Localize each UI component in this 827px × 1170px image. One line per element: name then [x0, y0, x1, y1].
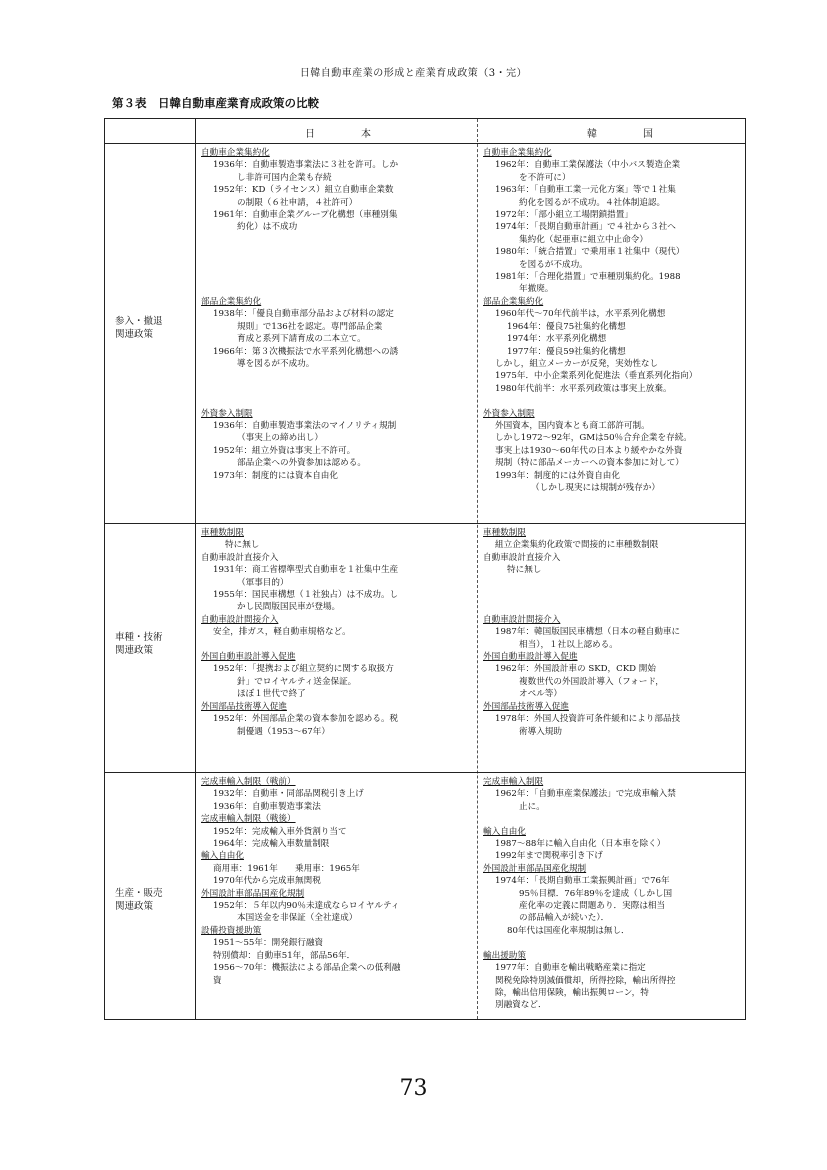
cell-line: 1980年代前半：水平系列政策は事実上放棄。	[495, 383, 672, 394]
column-header-japan: 日 本	[305, 129, 389, 140]
cell-line: しかし1972〜92年，GMは50％合弁企業を存続。	[495, 433, 692, 444]
section-heading: 外資参入制限	[483, 408, 535, 419]
row-divider-1	[105, 523, 745, 524]
cell-line	[201, 370, 473, 382]
cell-line: 約化を図るが不成功。４社体制追認。	[519, 197, 666, 208]
cell-line: 止に。	[519, 801, 545, 812]
section-heading: 完成車輸入制限（戦前）	[201, 777, 296, 787]
cell-line: 1952年：外国部品企業の資本参加を認める。税	[213, 714, 399, 725]
cell-line: 年撤廃。	[519, 284, 554, 295]
cell-line: 1992年まで関税率引き下げ	[495, 851, 603, 862]
section-heading: 車種数制限	[201, 528, 244, 538]
cell-line: 規則」で136社を認定。専門部品企業	[237, 321, 383, 332]
cell-line: 制優遇（1953〜67年）	[237, 726, 330, 737]
cell-line: 1978年：外国人投資許可条件緩和により部品技	[495, 714, 681, 725]
cell-line: 本国送金を非保証（全社達成）	[237, 913, 358, 924]
cell-production-korea	[483, 776, 745, 1012]
cell-technology-japan	[201, 527, 473, 738]
cell-line: 1962年：自動車工業保護法（中小バス製造企業	[495, 160, 681, 171]
cell-line: 1987〜88年に輸入自由化（日本車を除く）	[495, 839, 666, 850]
section-heading: 部品企業集約化	[201, 296, 262, 307]
cell-line: 1938年：「優良自動車部分品および材料の認定	[213, 309, 394, 320]
cell-line: 1963年：「自動車工業一元化方案」等で１社集	[495, 185, 676, 196]
cell-line	[483, 601, 745, 613]
cell-line	[201, 234, 473, 246]
cell-line	[201, 395, 473, 407]
cell-line: 1970年代から完成車無関税	[213, 876, 321, 887]
cell-line: 1964年：完成輸入車数量制限	[213, 839, 330, 850]
country-column-divider	[477, 119, 478, 1019]
cell-line: 1961年：自動車企業グループ化構想（車種別集	[213, 210, 398, 221]
cell-line: 1964年：優良75社集約化構想	[507, 321, 626, 332]
section-heading: 車種数制限	[483, 528, 526, 538]
cell-line: 導を図るが不成功。	[237, 358, 315, 369]
section-heading: 自動車設計間接介入	[201, 614, 279, 625]
cell-line: 1977年：自動車を輸出戦略産業に指定	[495, 963, 646, 974]
section-heading: 設備投資援助策	[201, 925, 262, 936]
cell-line: 外国資本，国内資本とも商工部許可制。	[495, 420, 650, 431]
cell-line	[201, 283, 473, 295]
cell-line	[201, 259, 473, 271]
cell-line: 1972年：「部小組立工場閉鎖措置」	[495, 210, 633, 221]
cell-line: 1932年：自動車・同部品関税引き上げ	[213, 789, 364, 800]
cell-line: 95％目標．76年89％を達成（しかし国	[519, 888, 673, 899]
cell-line: 1966年：第３次機振法で水平系列化構想への誘	[213, 346, 399, 357]
cell-line: 針」でロイヤルティ送金保証。	[237, 676, 357, 687]
cell-line	[483, 577, 745, 589]
cell-line: 規制（特に部品メーカーへの資本参加に対して）	[495, 458, 684, 469]
cell-line	[483, 813, 745, 825]
row-label-line: 関連政策	[115, 645, 154, 656]
cell-line: 1956〜70年：機振法による部品企業への低利融	[213, 963, 401, 974]
cell-line: 産化率の定義に問題あり．実際は相当	[519, 901, 666, 912]
cell-line: 1952年：KD（ライセンス）組立自動車企業数	[213, 185, 394, 196]
cell-line: 術導入規助	[519, 726, 562, 737]
cell-line: 育成と系列下請育成の二本立て。	[237, 334, 366, 345]
cell-line: 複数世代の外国設計導入（フォード，	[519, 676, 664, 687]
cell-line: 1962年：外国設計車の SKD，CKD 開始	[495, 664, 656, 675]
column-header-korea: 韓 国	[587, 129, 671, 140]
cell-line: 1952年：「提携および組立契約に関する取扱方	[213, 664, 394, 675]
cell-line: 1975年．中小企業系列化促進法（垂直系列化指向）	[495, 371, 698, 382]
cell-line: 1974年：「長期自動車計画」で４社から３社へ	[495, 222, 676, 233]
cell-entry-korea	[483, 147, 745, 494]
cell-line	[483, 937, 745, 949]
section-heading: 自動車設計間接介入	[483, 614, 561, 625]
row-label-technology	[115, 631, 187, 657]
section-heading: 外国部品技術導入促進	[201, 701, 287, 712]
cell-line: 資	[213, 975, 222, 986]
cell-line: 1952年：５年以内90％未達成ならロイヤルティ	[213, 901, 400, 912]
cell-line: し非許可国内企業も存続	[237, 172, 332, 183]
row-label-line: 生産・販売	[115, 888, 163, 899]
section-heading: 外国自動車設計導入促進	[201, 652, 296, 663]
section-heading: 完成車輸入制限	[483, 777, 544, 787]
cell-line	[201, 271, 473, 283]
row-label-line: 参入・撤退	[115, 316, 163, 327]
row-label-line: 関連政策	[115, 901, 154, 912]
cell-line	[201, 383, 473, 395]
section-heading: 自動車企業集約化	[483, 148, 552, 158]
cell-line: 1973年：制度的には資本自由化	[213, 470, 338, 481]
cell-line: 1936年：自動車製造事業法	[213, 801, 321, 812]
cell-line: オペル等）	[519, 689, 562, 700]
label-column-divider	[195, 119, 196, 1019]
section-heading: 輸入自由化	[201, 851, 244, 862]
section-heading: 輸入自由化	[483, 826, 526, 837]
cell-line: 事実上は1930〜60年代の日本より緩やかな外資	[495, 445, 683, 456]
row-label-entry	[115, 315, 187, 341]
cell-line: 特に無し	[225, 540, 260, 551]
cell-line: （軍事目的）	[237, 577, 289, 588]
section-heading: 輸出援助策	[483, 950, 526, 961]
cell-line: 1936年：自動車製造事業法に３社を許可。しか	[213, 160, 399, 171]
cell-line: 特に無し	[507, 565, 542, 576]
cell-line: 除，輸出信用保険，輸出振興ローン，特	[495, 987, 649, 998]
cell-line: を不許可に）	[519, 172, 571, 183]
cell-line: かし民間版国民車が登場。	[237, 602, 341, 613]
cell-line: 80年代は国産化率規制は無し．	[507, 925, 630, 936]
section-heading: 外国部品技術導入促進	[483, 701, 569, 712]
section-heading: 外資参入制限	[201, 408, 253, 419]
comparison-table	[104, 118, 746, 1020]
cell-line: 1931年：商工省標準型式自動車を１社集中生産	[213, 565, 399, 576]
cell-line: （しかし現実には規制が残存か）	[531, 482, 660, 493]
cell-line: 相当），１社以上認める。	[519, 639, 618, 650]
cell-line: 1962年：「自動車産業保護法」で完成車輸入禁	[495, 789, 676, 800]
cell-line: 1936年：自動車製造事業法のマイノリティ規制	[213, 420, 397, 431]
cell-line: しかし，組立メーカーが反発，実効性なし	[495, 358, 659, 369]
cell-line: 1955年：国民車構想（１社独占）は不成功。し	[213, 590, 399, 601]
running-head: 日韓自動車産業の形成と産業育成政策（3・完）	[299, 68, 528, 79]
cell-line: （事実上の締め出し）	[237, 433, 323, 444]
section-heading: 自動車企業集約化	[201, 148, 270, 158]
cell-line: 1974年：「長期自動車工業振興計画」で76年	[495, 876, 670, 887]
section-heading: 完成車輸入制限（戦後）	[201, 814, 296, 825]
cell-technology-korea	[483, 527, 745, 738]
section-heading: 外国設計車部品国産化規制	[483, 863, 587, 874]
cell-line: 部品企業への外資参加は認める。	[237, 458, 366, 469]
cell-line: 1981年：「合理化措置」で車種別集約化。1988	[495, 272, 681, 283]
cell-entry-japan	[201, 147, 473, 482]
cell-line: 商用車：1961年 乗用車：1965年	[213, 863, 360, 874]
row-divider-2	[105, 772, 745, 773]
cell-line: ほぼ１世代で終了	[237, 689, 306, 700]
cell-line: 安全，排ガス，軽自動車規格など。	[213, 627, 351, 638]
cell-line: 関税免除特別減価償却，所得控除，輸出所得控	[495, 975, 676, 986]
cell-line: 集約化（起亜車に組立中止命令）	[519, 234, 648, 245]
cell-line: 1952年：組立外資は事実上不許可。	[213, 445, 356, 456]
cell-line: 約化）は不成功	[237, 222, 298, 233]
row-label-line: 車種・技術	[115, 632, 163, 643]
cell-line: 別融資など．	[495, 1000, 547, 1011]
cell-line: 1952年：完成輸入車外貨割り当て	[213, 826, 347, 837]
cell-line: 1951〜55年：開発銀行融資	[213, 938, 324, 949]
cell-line: 特別償却：自動車51年，部品56年．	[213, 950, 356, 961]
cell-line	[483, 395, 745, 407]
page-number: 73	[399, 1076, 428, 1101]
cell-line: 自動車設計直接介入	[483, 552, 561, 563]
section-heading: 外国自動車設計導入促進	[483, 652, 578, 663]
cell-line	[201, 639, 473, 651]
cell-line	[483, 589, 745, 601]
row-label-production	[115, 887, 187, 913]
cell-line: 1977年：優良59社集約化構想	[507, 346, 626, 357]
cell-line: を図るが不成功。	[519, 259, 588, 270]
section-heading: 部品企業集約化	[483, 296, 544, 307]
cell-line	[201, 246, 473, 258]
row-label-line: 関連政策	[115, 329, 154, 340]
cell-line: 組立企業集約化政策で間接的に車種数制限	[495, 540, 659, 551]
section-heading: 外国設計車部品国産化規制	[201, 888, 305, 899]
cell-production-japan	[201, 776, 473, 987]
table-title: 第３表 日韓自動車産業育成政策の比較	[112, 96, 319, 110]
header-divider	[105, 143, 745, 144]
cell-line: の制限（６社申請，４社許可）	[237, 197, 358, 208]
cell-line: 1960年代〜70年代前半は，水平系列化構想	[495, 309, 666, 320]
cell-line: 1980年：「統合措置」で乗用車１社集中（現代）	[495, 247, 685, 258]
cell-line: 1974年：水平系列化構想	[507, 334, 607, 345]
cell-line: 1993年：制度的には外資自由化	[495, 470, 620, 481]
cell-line: 1987年：韓国版国民車構想（日本の軽自動車に	[495, 627, 681, 638]
cell-line: 自動車設計直接介入	[201, 552, 279, 563]
cell-line: の部品輸入が続いた）．	[519, 913, 610, 924]
